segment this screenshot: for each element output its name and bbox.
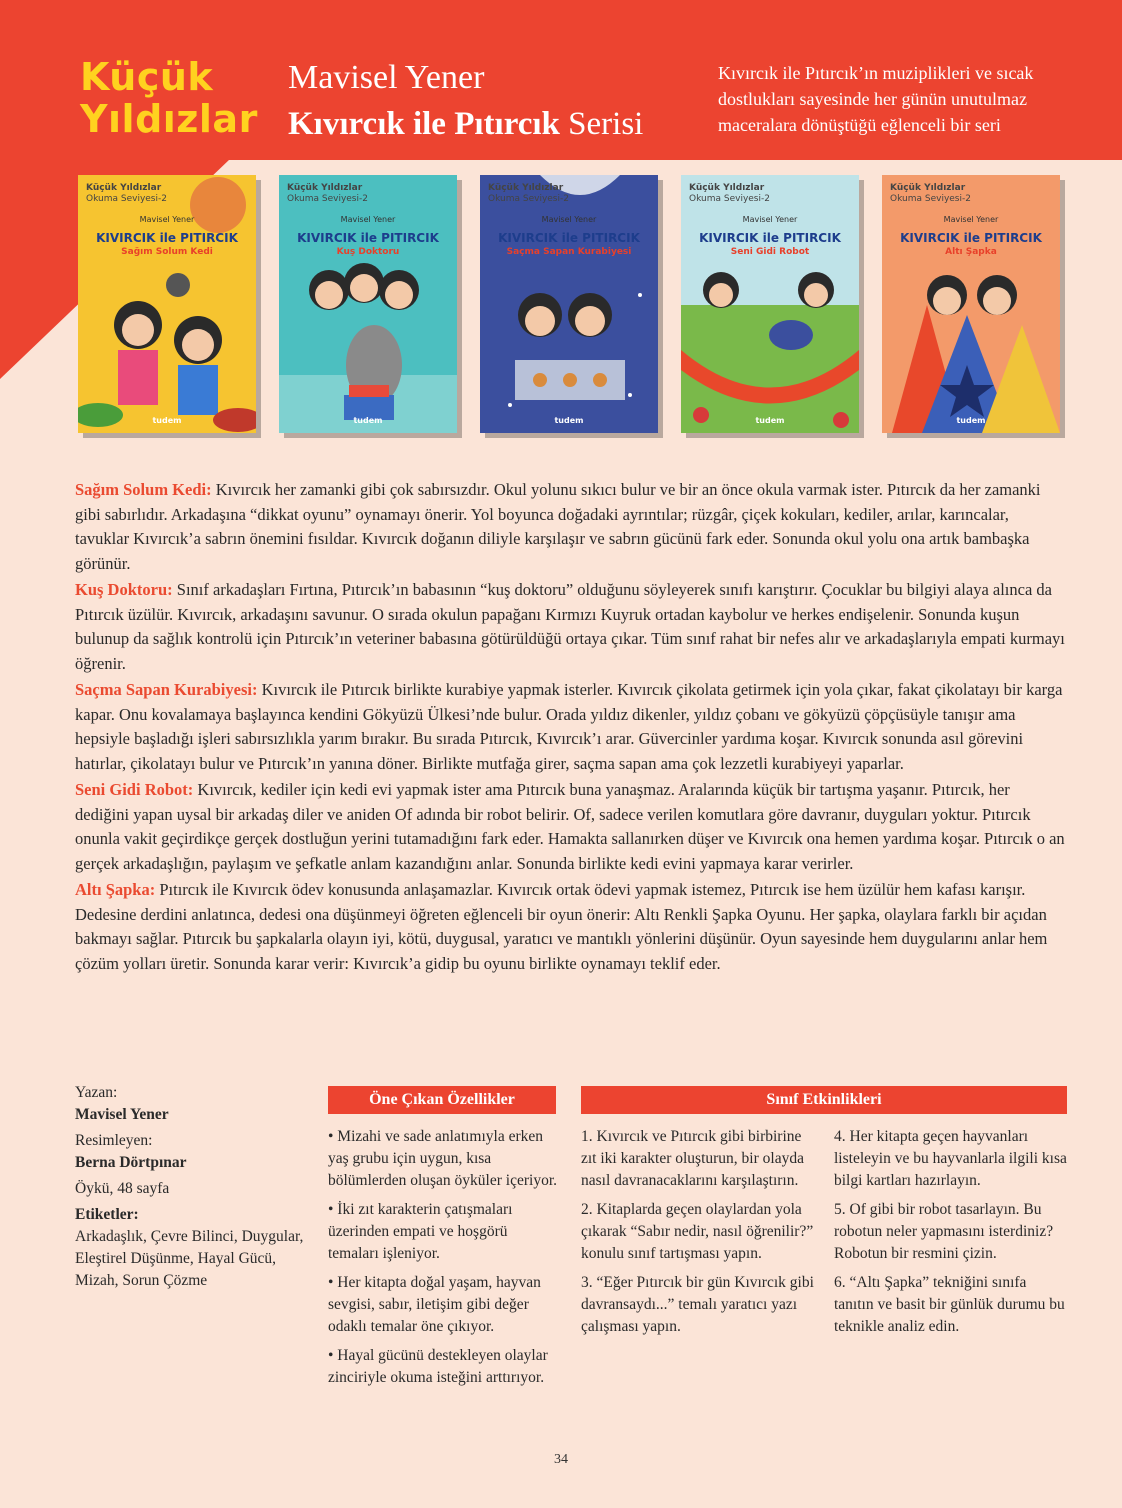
cover-subtitle: Altı Şapka (945, 247, 997, 257)
cover-author: Mavisel Yener (139, 215, 195, 224)
cover-level: Okuma Seviyesi-2 (287, 194, 368, 204)
tags-label: Etiketler: (75, 1206, 139, 1223)
cover-level: Okuma Seviyesi-2 (689, 194, 770, 204)
cover-brand (86, 183, 167, 205)
cover-subtitle: Saçma Sapan Kurabiyesi (506, 247, 632, 257)
cover-level: Okuma Seviyesi-2 (890, 194, 971, 204)
cover-art (882, 175, 1060, 433)
cover-brand-text: Küçük Yıldızlar (689, 183, 765, 193)
summary-text: Kıvırcık her zamanki gibi çok sabırsızdır. Okul yolunu sıkıcı bulur ve bir an önce okula varmak ister. Pıtırcık da her zamanki gibi sabırlıdır. Arkadaşına “dikkat oyunu” oynamayı önerir. Yol boyunca doğadaki ayrıntılar; rüzgâr, çiçek kokuları, kediler, arılar, karıncalar, tavuklar Kıvırcık’a sabrın önemini fısıldar. Kıvırcık doğanın diliyle karşılaşır ve sabrın gücünü fark eder. Sonunda okul yolu ona artık bambaşka görünür. (75, 480, 1041, 573)
summary-2 (75, 578, 1065, 676)
cover-title (486, 231, 652, 259)
cover-art (279, 175, 457, 433)
features-heading: Öne Çıkan Özellikler (328, 1086, 556, 1114)
book-format: Öykü, 48 sayfa (75, 1180, 170, 1197)
book-cover-4 (681, 175, 859, 433)
summary-3 (75, 678, 1065, 776)
illustrator-label: Resimleyen: (75, 1132, 153, 1149)
series-title (288, 104, 643, 144)
cover-title (84, 231, 250, 259)
feature-item: • İki zıt karakterin çatışmaları üzerinden empati ve hoşgörü temaları işleniyor. (328, 1201, 513, 1262)
cover-publisher: tudem (956, 416, 986, 425)
cover-publisher: tudem (353, 416, 383, 425)
writer-name: Mavisel Yener (75, 1106, 169, 1123)
features-list (328, 1126, 560, 1396)
logo-line-2: Yıldızlar (80, 97, 258, 141)
summary-text: Sınıf arkadaşları Fırtına, Pıtırcık’ın babasının “kuş doktoru” olduğunu söyleyerek sınıfı karıştırır. Çocuklar bu bilgiyi alaya alınca da Pıtırcık üzülür. Kıvırcık, arkadaşını savunur. O sırada okulun papağanı Kırmızı Kuyruk ortadan kaybolur ve herkes endişelenir. Sonunda kuşun bulunup da sağlık kontrolü için Pıtırcık’ın veteriner babasına götürüldüğü ortaya çıkar. Tüm sınıf rahat bir nefes alır ve arkadaşlarıyla empati kurmayı öğrenir. (75, 580, 1065, 673)
feature-item: • Mizahi ve sade anlatımıyla erken yaş grubu için uygun, kısa bölümlerden oluşan öyküler içeriyor. (328, 1128, 557, 1189)
activity-item: 6. “Altı Şapka” tekniğini sınıfa tanıtın ve basit bir günlük durumu bu teknikle analiz edin. (834, 1274, 1065, 1335)
activity-item: 5. Of gibi bir robot tasarlayın. Bu robotun neler yapmasını isterdiniz? Robotun bir resmini çizin. (834, 1201, 1054, 1262)
book-cover-5 (882, 175, 1060, 433)
feature-item: • Her kitapta doğal yaşam, hayvan sevgisi, sabır, iletişim gibi değer odaklı temalar öne çıkıyor. (328, 1274, 541, 1335)
illustrator-name: Berna Dörtpınar (75, 1154, 187, 1171)
cover-art (78, 175, 256, 433)
cover-publisher: tudem (755, 416, 785, 425)
feature-item: • Hayal gücünü destekleyen olaylar zinciriyle okuma isteğini arttırıyor. (328, 1347, 548, 1386)
cover-title-text: KIVIRCIK ile PITIRCIK (498, 231, 640, 245)
cover-level: Okuma Seviyesi-2 (488, 194, 569, 204)
logo-line-1: Küçük (80, 55, 214, 99)
cover-brand (287, 183, 368, 205)
book-summaries (75, 478, 1065, 978)
activity-item: 3. “Eğer Pıtırcık bir gün Kıvırcık gibi davransaydı...” temalı yaratıcı yazı çalışması yapın. (581, 1274, 814, 1335)
writer-label: Yazan: (75, 1084, 118, 1101)
cover-brand (890, 183, 971, 205)
tags-list: Arkadaşlık, Çevre Bilinci, Duygular, Eleştirel Düşünme, Hayal Gücü, Mizah, Sorun Çözme (75, 1228, 304, 1289)
summary-4 (75, 778, 1065, 876)
cover-subtitle: Sağım Solum Kedi (121, 247, 213, 257)
summary-label: Sağım Solum Kedi: (75, 480, 212, 499)
summary-label: Saçma Sapan Kurabiyesi: (75, 680, 258, 699)
cover-brand-text: Küçük Yıldızlar (890, 183, 966, 193)
summary-text: Pıtırcık ile Kıvırcık ödev konusunda anlaşamazlar. Kıvırcık ortak ödevi yapmak istemez, Pıtırcık ise hem üzülür hem kafası karışır. Dedesine derdini anlatınca, dedesi ona düşünmeyi öğreten eğlenceli bir oyun önerir: Altı Renkli Şapka Oyunu. Her şapka, olaylara farklı bir açıdan bakmayı sağlar. Pıtırcık bu şapkalarla olayın iyi, kötü, duygusal, yaratıcı ve mantıklı yönlerini düşünür. Oyun sayesinde hem duygularını anlar hem çözüm yolları üretir. Sonunda karar verir: Kıvırcık’a gidip bu oyunu birlikte oynamayı teklif eder. (75, 880, 1048, 973)
author-title: Mavisel Yener (288, 59, 485, 96)
summary-label: Seni Gidi Robot: (75, 780, 194, 799)
cover-author: Mavisel Yener (541, 215, 597, 224)
activities-heading: Sınıf Etkinlikleri (581, 1086, 1067, 1114)
summary-5 (75, 878, 1065, 976)
book-cover-1 (78, 175, 256, 433)
cover-publisher: tudem (554, 416, 584, 425)
cover-brand-text: Küçük Yıldızlar (287, 183, 363, 193)
cover-art (681, 175, 859, 433)
summary-label: Kuş Doktoru: (75, 580, 173, 599)
book-cover-2 (279, 175, 457, 433)
series-tagline: Kıvırcık ile Pıtırcık’ın muziplikleri ve sıcak dostlukları sayesinde her günün unutulmaz maceralara dönüştüğü eğlenceli bir seri (718, 63, 1034, 135)
cover-author: Mavisel Yener (742, 215, 798, 224)
cover-author: Mavisel Yener (340, 215, 396, 224)
activity-item: 1. Kıvırcık ve Pıtırcık gibi birbirine zıt iki karakter oluşturun, bir olayda nasıl davranacaklarını karşılaştırın. (581, 1128, 804, 1189)
cover-title-text: KIVIRCIK ile PITIRCIK (297, 231, 439, 245)
series-title-rest: Serisi (559, 106, 644, 142)
logo (80, 56, 258, 140)
cover-title-text: KIVIRCIK ile PITIRCIK (699, 231, 841, 245)
cover-subtitle: Kuş Doktoru (336, 247, 400, 257)
cover-subtitle: Seni Gidi Robot (730, 247, 810, 257)
cover-publisher: tudem (152, 416, 182, 425)
activities-list-left (581, 1126, 817, 1345)
cover-title (285, 231, 451, 259)
book-meta (75, 1082, 305, 1292)
cover-brand-text: Küçük Yıldızlar (488, 183, 564, 193)
cover-author: Mavisel Yener (943, 215, 999, 224)
book-cover-3 (480, 175, 658, 433)
activity-item: 2. Kitaplarda geçen olaylardan yola çıkarak “Sabır nedir, nasıl öğrenilir?” konulu sınıf tartışması yapın. (581, 1201, 814, 1262)
cover-level: Okuma Seviyesi-2 (86, 194, 167, 204)
summary-text: Kıvırcık, kediler için kedi evi yapmak ister ama Pıtırcık buna yanaşmaz. Aralarında küçük bir tartışma yaşanır. Pıtırcık, her dediğini yapan uysal bir arkadaş diler ve aniden Of adında bir robot belirir. Of, sadece verilen komutlara göre davranır, duyguları yoktur. Pıtırcık onunla vakit geçirdikçe gerçek dostluğun yerini tutamadığını fark eder. Hamakta sallanırken düşer ve Kıvırcık ona hemen yardıma koşar. Pıtırcık o an gerçek arkadaşlığın, paylaşım ve şefkatle anlam kazandığını anlar. Sonunda birlikte kedi evini yapmaya karar verirler. (75, 780, 1065, 873)
page-number: 34 (554, 1452, 568, 1467)
cover-title-text: KIVIRCIK ile PITIRCIK (96, 231, 238, 245)
summary-text: Kıvırcık ile Pıtırcık birlikte kurabiye yapmak isterler. Kıvırcık çikolata getirmek için yola çıkar, fakat çikolatayı bir karga kapar. Onu kovalamaya başlayınca kendini Gökyüzü Ülkesi’nde bulur. Orada yıldız dikenler, yıldız çobanı ve gökyüzü çöpçüsüyle tanışır ama hepsiyle başladığı işleri sabırsızlıkla yarım bırakır. Bu sırada Pıtırcık, Kıvırcık’ı arar. Güvercinler yardıma koşar. Kıvırcık sonunda asıl görevini hatırlar, çikolatayı bulur ve Pıtırcık’ın yanına döner. Birlikte mutfağa girer, saçma sapan ama çok lezzetli kurabiyeyi yaparlar. (75, 680, 1063, 773)
cover-brand-text: Küçük Yıldızlar (86, 183, 162, 193)
series-title-bold: Kıvırcık ile Pıtırcık (288, 106, 560, 142)
cover-art (480, 175, 658, 433)
summary-label: Altı Şapka: (75, 880, 156, 899)
activities-list-right (834, 1126, 1068, 1345)
cover-brand (689, 183, 770, 205)
cover-brand (488, 183, 569, 205)
cover-title (888, 231, 1054, 259)
activity-item: 4. Her kitapta geçen hayvanları listeleyin ve bu hayvanlarla ilgili kısa bilgi kartları hazırlayın. (834, 1128, 1067, 1189)
cover-title (687, 231, 853, 259)
cover-title-text: KIVIRCIK ile PITIRCIK (900, 231, 1042, 245)
summary-1 (75, 478, 1065, 576)
